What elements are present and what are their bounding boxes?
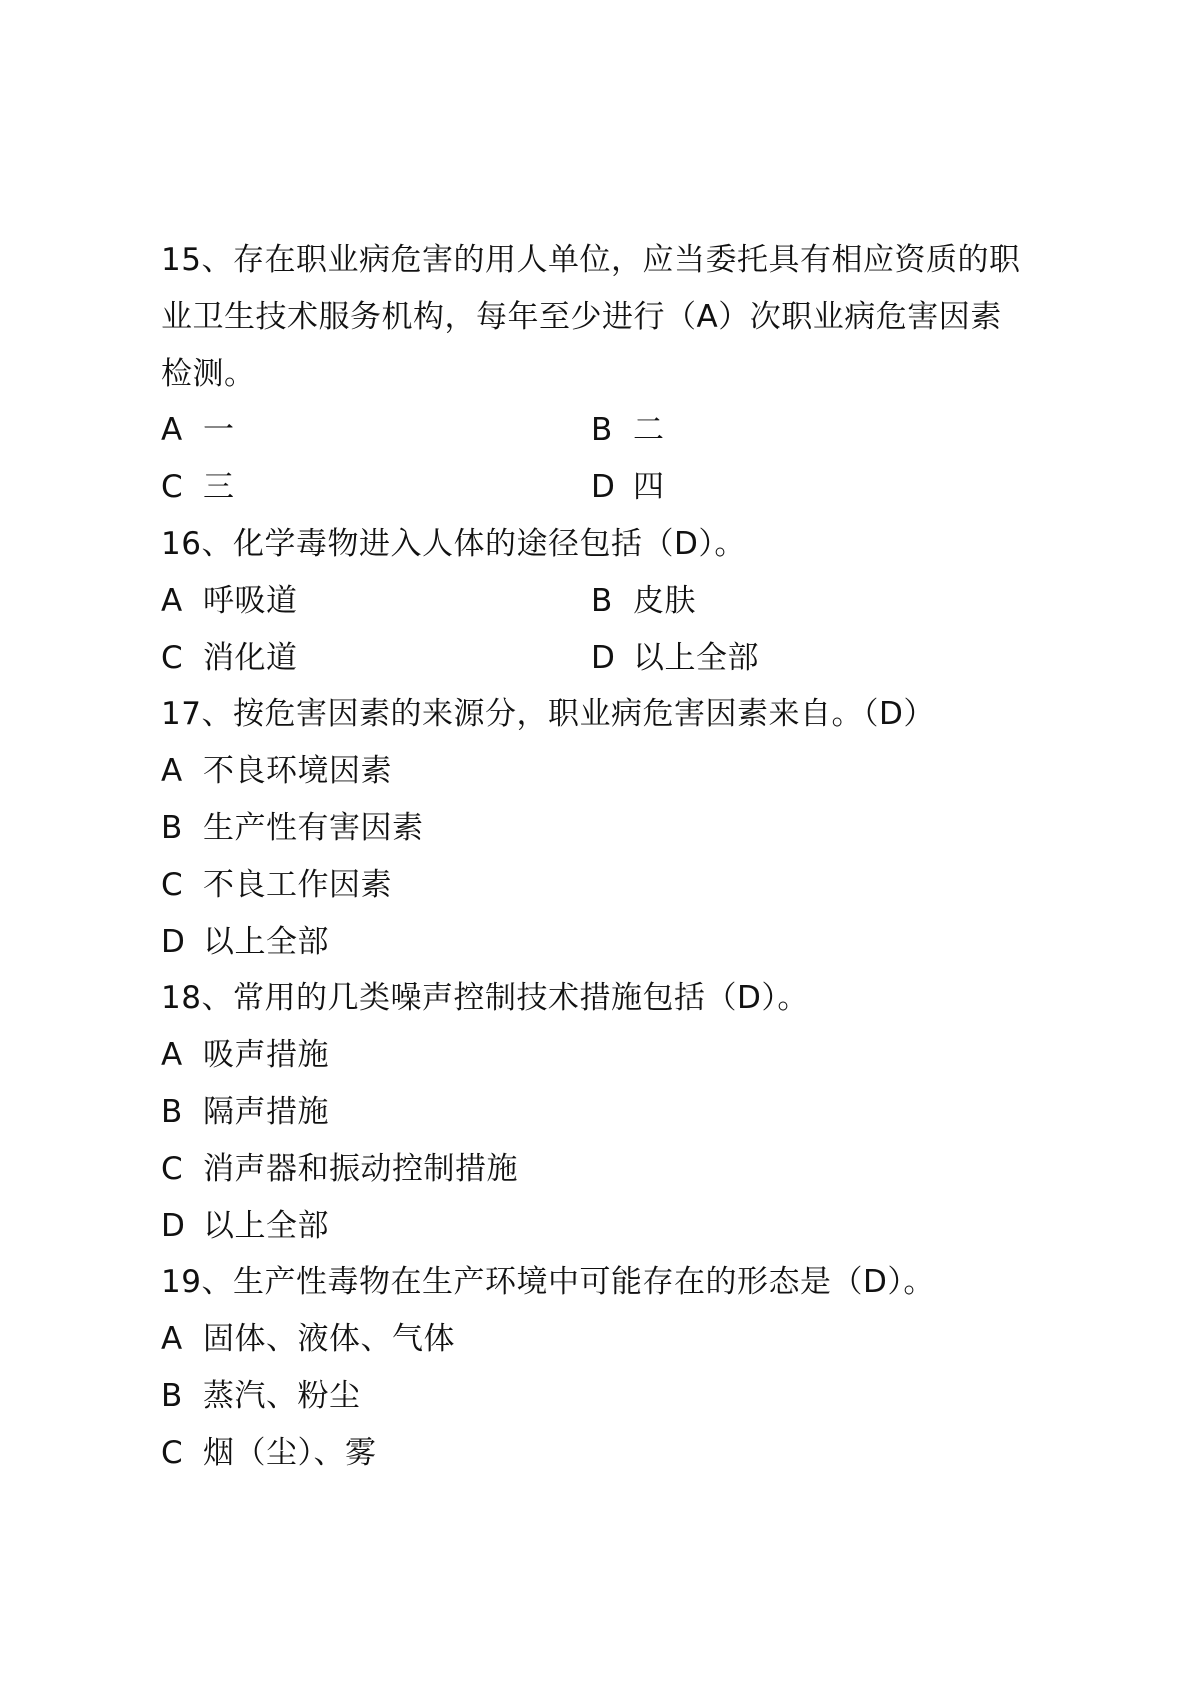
option-letter: C xyxy=(161,1434,184,1471)
question-15-line-1: 15、存在职业病危害的用人单位，应当委托具有相应资质的职 xyxy=(161,242,1021,278)
option-text: 烟（尘）、雾 xyxy=(203,1434,377,1471)
option-letter: D xyxy=(591,639,616,676)
option-text: 不良环境因素 xyxy=(203,753,392,790)
option-letter: B xyxy=(161,809,183,846)
question-19 xyxy=(161,1254,1061,1481)
option-letter: D xyxy=(161,923,186,960)
option-c xyxy=(161,630,591,687)
option-a xyxy=(161,573,591,630)
option-text: 吸声措施 xyxy=(203,1037,329,1074)
option-text: 呼吸道 xyxy=(203,582,298,619)
question-16-options-row-1 xyxy=(161,573,1061,630)
question-16-title: 16、化学毒物进入人体的途径包括（D）。 xyxy=(161,525,746,562)
option-text: 以上全部 xyxy=(203,923,329,960)
option-text: 蒸汽、粉尘 xyxy=(203,1377,361,1414)
option-letter: B xyxy=(591,412,613,449)
option-text: 生产性有害因素 xyxy=(203,809,424,846)
question-19-title: 19、生产性毒物在生产环境中可能存在的形态是（D）。 xyxy=(161,1264,935,1301)
option-d xyxy=(161,914,1061,971)
option-d xyxy=(591,459,1021,516)
option-a xyxy=(161,1311,1061,1368)
option-letter: A xyxy=(161,582,183,619)
option-a xyxy=(161,1027,1061,1084)
option-letter: B xyxy=(591,582,613,619)
option-text: 二 xyxy=(633,412,665,449)
question-15-line-3: 检测。 xyxy=(161,355,256,392)
question-15-line-2: 业卫生技术服务机构，每年至少进行（A）次职业病危害因素 xyxy=(161,298,1002,335)
option-text: 隔声措施 xyxy=(203,1093,329,1130)
option-b xyxy=(161,1084,1061,1141)
option-letter: A xyxy=(161,412,183,449)
option-a xyxy=(161,743,1061,800)
option-a xyxy=(161,402,591,459)
option-c xyxy=(161,459,591,516)
option-c xyxy=(161,1141,1061,1198)
option-letter: A xyxy=(161,1037,183,1074)
option-b xyxy=(591,573,1021,630)
option-text: 以上全部 xyxy=(203,1207,329,1244)
option-letter: C xyxy=(161,469,184,506)
option-b xyxy=(161,800,1061,857)
option-letter: C xyxy=(161,866,184,903)
question-17 xyxy=(161,686,1061,970)
question-15-options-row-1 xyxy=(161,402,1061,459)
option-b xyxy=(161,1368,1061,1425)
option-letter: B xyxy=(161,1093,183,1130)
option-text: 三 xyxy=(203,469,235,506)
option-text: 皮肤 xyxy=(633,582,696,619)
option-letter: D xyxy=(161,1207,186,1244)
option-letter: A xyxy=(161,753,183,790)
option-letter: B xyxy=(161,1377,183,1414)
option-letter: C xyxy=(161,1150,184,1187)
question-16-options-row-2 xyxy=(161,630,1061,687)
option-letter: A xyxy=(161,1321,183,1358)
option-text: 以上全部 xyxy=(633,639,759,676)
option-d xyxy=(161,1198,1061,1255)
option-text: 消声器和振动控制措施 xyxy=(203,1150,518,1187)
option-b xyxy=(591,402,1021,459)
option-c xyxy=(161,1425,1061,1482)
option-letter: C xyxy=(161,639,184,676)
question-15-options-row-2 xyxy=(161,459,1061,516)
question-18 xyxy=(161,970,1061,1254)
option-text: 四 xyxy=(633,469,665,506)
option-d xyxy=(591,630,1021,687)
option-text: 不良工作因素 xyxy=(203,866,392,903)
question-15 xyxy=(161,232,1061,516)
option-text: 一 xyxy=(203,412,235,449)
option-text: 固体、液体、气体 xyxy=(203,1321,455,1358)
question-17-title: 17、按危害因素的来源分，职业病危害因素来自。（D） xyxy=(161,696,935,733)
option-letter: D xyxy=(591,469,616,506)
question-16 xyxy=(161,516,1061,686)
question-18-title: 18、常用的几类噪声控制技术措施包括（D）。 xyxy=(161,980,809,1017)
option-text: 消化道 xyxy=(203,639,298,676)
question-list xyxy=(161,232,1061,1482)
option-c xyxy=(161,857,1061,914)
